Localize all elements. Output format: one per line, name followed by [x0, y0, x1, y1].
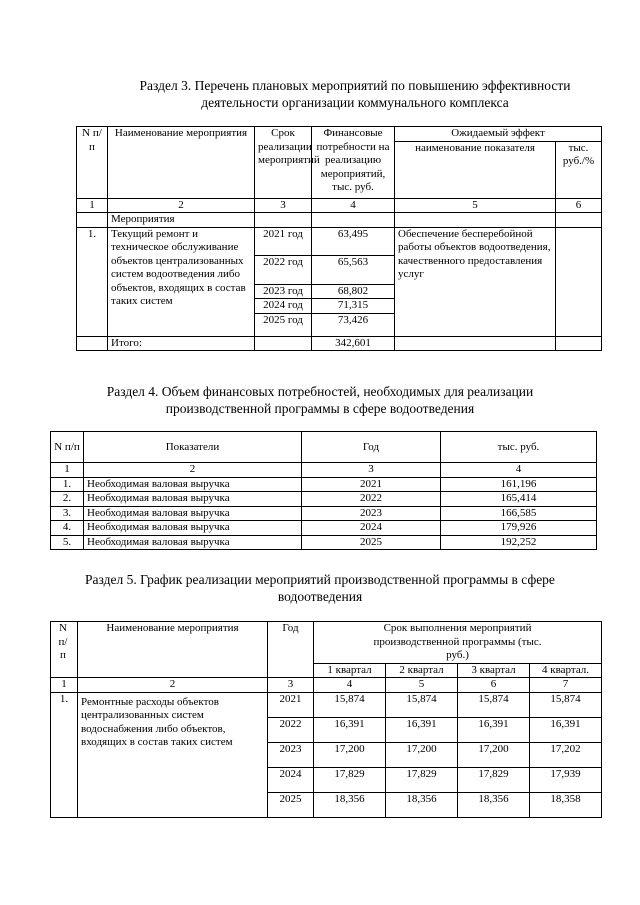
row-num: 2. — [51, 492, 84, 507]
header-finance: Финансовые потребности на реализацию мероприятий, тыс. руб. — [312, 127, 395, 199]
row-name: Необходимая валовая выручка — [84, 535, 302, 550]
item-value: 65,563 — [312, 255, 395, 284]
item-year: 2025 год — [255, 313, 312, 336]
colnum: 4 — [314, 678, 386, 693]
table-row — [51, 506, 597, 521]
item-value: 63,495 — [312, 227, 395, 255]
header-name: Наименование мероприятия — [78, 622, 268, 678]
row-value: 192,252 — [441, 535, 597, 550]
item-effect: Обеспечение бесперебойной работы объектов водоотведения, качественного предоставления услуг — [395, 227, 556, 336]
item-q4: 18,358 — [530, 792, 602, 817]
section4-title-line1: Раздел 4. Объем финансовых потребностей, необходимых для реализации — [106, 384, 534, 399]
header-q2: 2 квартал — [386, 663, 458, 678]
item-year: 2024 год — [255, 299, 312, 314]
table-row — [51, 521, 597, 536]
item-name: Текущий ремонт и техническое обслуживание объектов централизованных систем водоотведения либо объектов, входящих в состав таких систем — [108, 227, 255, 336]
row-num: 1. — [51, 477, 84, 492]
item-value: 68,802 — [312, 284, 395, 299]
item-q2: 16,391 — [386, 717, 458, 742]
group-label: Мероприятия — [108, 213, 255, 228]
section3-title-line2: деятельности организации коммунального комплекса — [201, 95, 509, 110]
row-name: Необходимая валовая выручка — [84, 477, 302, 492]
header-num: N п/п — [51, 432, 84, 463]
item-q3: 17,829 — [458, 767, 530, 792]
table-row — [51, 692, 602, 717]
header-num: N п/ п — [51, 622, 78, 678]
item-year: 2021 год — [255, 227, 312, 255]
item-year: 2022 год — [255, 255, 312, 284]
item-year: 2023 — [268, 742, 314, 767]
item-value: 71,315 — [312, 299, 395, 314]
item-q3: 17,200 — [458, 742, 530, 767]
header-term: Срок выполнения мероприятий производственной программы (тыс. руб.) — [314, 622, 602, 664]
row-num: 3. — [51, 506, 84, 521]
row-year: 2025 — [302, 535, 441, 550]
colnums-row — [77, 198, 602, 213]
group-row — [77, 213, 602, 228]
header-term: Срок реализации мероприятий — [255, 127, 312, 199]
section4-title-line2: производственной программы в сфере водоотведения — [165, 401, 475, 416]
row-name: Необходимая валовая выручка — [84, 492, 302, 507]
item-num: 1. — [77, 227, 108, 336]
colnum: 6 — [556, 198, 602, 213]
colnum: 4 — [312, 198, 395, 213]
colnum: 1 — [51, 463, 84, 478]
item-year: 2021 — [268, 692, 314, 717]
item-year: 2023 год — [255, 284, 312, 299]
item-q4: 17,939 — [530, 767, 602, 792]
item-year: 2024 — [268, 767, 314, 792]
item-q4: 15,874 — [530, 692, 602, 717]
section4-table — [50, 431, 597, 550]
item-q3: 15,874 — [458, 692, 530, 717]
item-q4: 16,391 — [530, 717, 602, 742]
header-effect: Ожидаемый эффект — [395, 127, 602, 142]
colnum: 2 — [84, 463, 302, 478]
row-year: 2023 — [302, 506, 441, 521]
section5-title-line2: водоотведения — [277, 589, 363, 604]
header-year: Год — [302, 432, 441, 463]
colnum: 2 — [108, 198, 255, 213]
colnum: 1 — [51, 678, 78, 693]
header-indicator: Показатели — [84, 432, 302, 463]
item-q3: 16,391 — [458, 717, 530, 742]
row-num: 5. — [51, 535, 84, 550]
row-value: 165,414 — [441, 492, 597, 507]
row-value: 179,926 — [441, 521, 597, 536]
colnum: 5 — [395, 198, 556, 213]
row-value: 166,585 — [441, 506, 597, 521]
item-q2: 17,829 — [386, 767, 458, 792]
item-q1: 16,391 — [314, 717, 386, 742]
item-year: 2022 — [268, 717, 314, 742]
total-label: Итого: — [108, 336, 255, 351]
colnum: 3 — [268, 678, 314, 693]
header-num: N п/п — [77, 127, 108, 199]
header-q4: 4 квартал. — [530, 663, 602, 678]
section4-title — [0, 383, 640, 417]
colnum: 4 — [441, 463, 597, 478]
colnum: 3 — [302, 463, 441, 478]
section3-table — [76, 126, 602, 351]
total-row — [77, 336, 602, 351]
colnum: 3 — [255, 198, 312, 213]
section5-table — [50, 621, 602, 818]
item-q2: 15,874 — [386, 692, 458, 717]
row-name: Необходимая валовая выручка — [84, 506, 302, 521]
row-year: 2024 — [302, 521, 441, 536]
item-q1: 17,829 — [314, 767, 386, 792]
table-row — [51, 477, 597, 492]
header-indicator: наименование показателя — [395, 141, 556, 198]
item-name: Ремонтные расходы объектов централизованных систем водоснабжения либо объектов, входящих в состав таких систем — [78, 692, 268, 817]
item-q4: 17,202 — [530, 742, 602, 767]
item-year: 2025 — [268, 792, 314, 817]
section3-title-line1: Раздел 3. Перечень плановых мероприятий по повышению эффективности — [139, 78, 571, 93]
table-row — [51, 535, 597, 550]
header-name: Наименование мероприятия — [108, 127, 255, 199]
header-year: Год — [268, 622, 314, 678]
item-q1: 17,200 — [314, 742, 386, 767]
colnum: 1 — [77, 198, 108, 213]
colnum: 2 — [78, 678, 268, 693]
item-q3: 18,356 — [458, 792, 530, 817]
item-q2: 18,356 — [386, 792, 458, 817]
item-q2: 17,200 — [386, 742, 458, 767]
total-value: 342,601 — [312, 336, 395, 351]
section3-title — [0, 77, 640, 111]
colnums-row — [51, 678, 602, 693]
colnums-row — [51, 463, 597, 478]
row-name: Необходимая валовая выручка — [84, 521, 302, 536]
header-q3: 3 квартал — [458, 663, 530, 678]
colnum: 7 — [530, 678, 602, 693]
section5-title — [0, 571, 640, 605]
item-q1: 15,874 — [314, 692, 386, 717]
row-value: 161,196 — [441, 477, 597, 492]
row-year: 2021 — [302, 477, 441, 492]
item-value: 73,426 — [312, 313, 395, 336]
header-sum: тыс. руб. — [441, 432, 597, 463]
table-row — [77, 227, 602, 255]
row-year: 2022 — [302, 492, 441, 507]
header-q1: 1 квартал — [314, 663, 386, 678]
item-num: 1. — [51, 692, 78, 817]
item-q1: 18,356 — [314, 792, 386, 817]
section5-title-line1: Раздел 5. График реализации мероприятий производственной программы в сфере — [85, 572, 555, 587]
header-unit: тыс. руб./% — [556, 141, 602, 198]
colnum: 5 — [386, 678, 458, 693]
colnum: 6 — [458, 678, 530, 693]
table-row — [51, 492, 597, 507]
row-num: 4. — [51, 521, 84, 536]
